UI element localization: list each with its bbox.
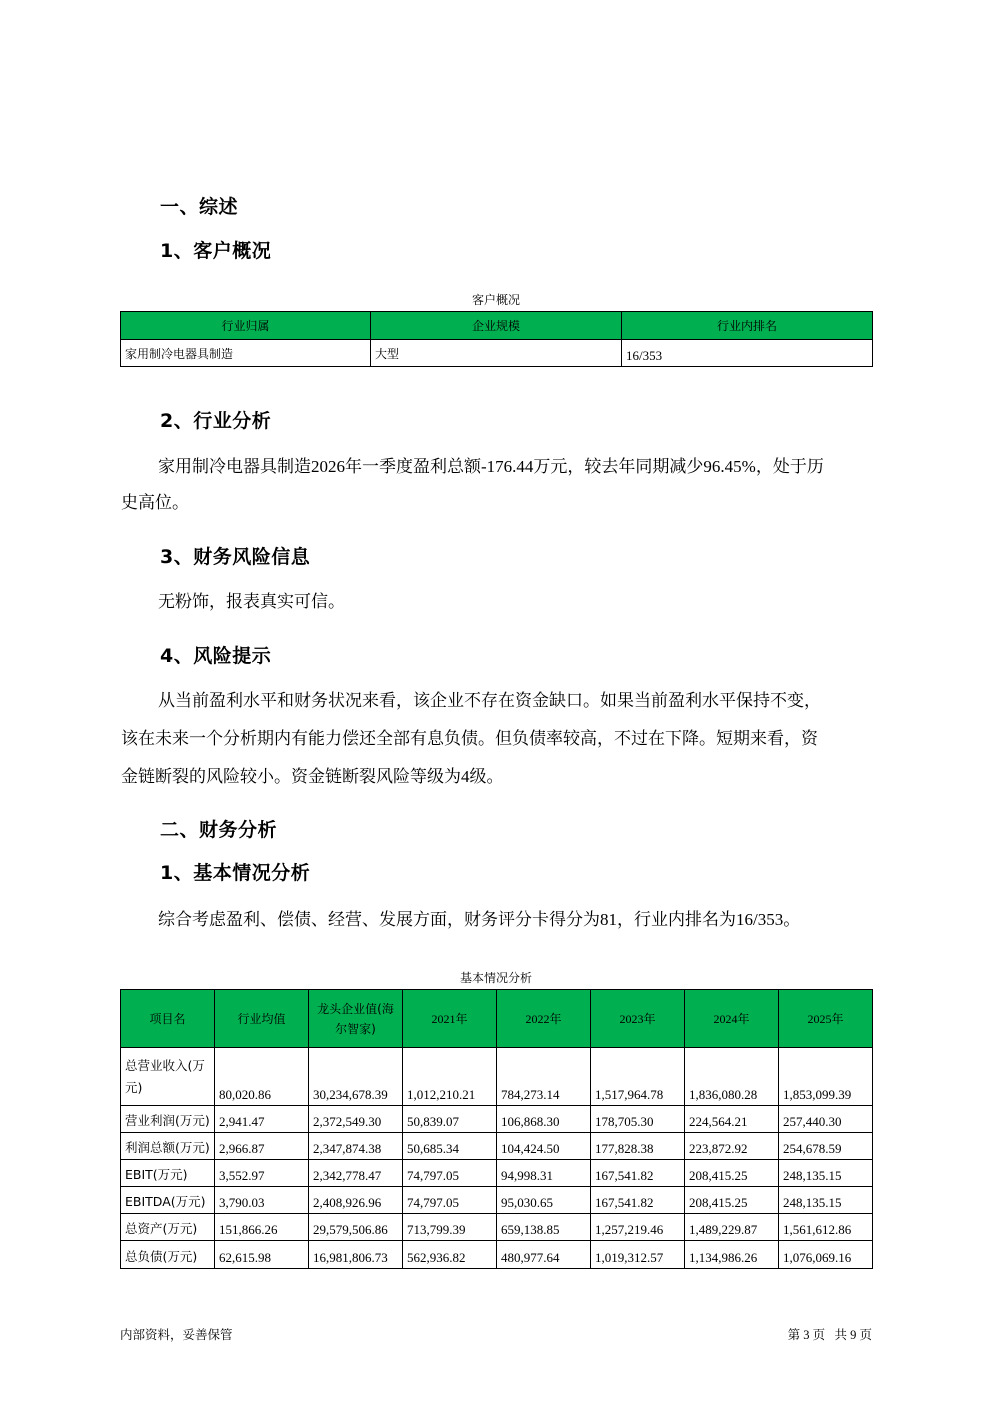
table-caption-basic-analysis: 基本情况分析 bbox=[459, 971, 532, 985]
value-cell: 167,541.82 bbox=[591, 1160, 685, 1187]
value-cell: 30,234,678.39 bbox=[309, 1048, 403, 1106]
subsection-title-customer-overview: 1、客户概况 bbox=[160, 240, 272, 262]
customer-overview-table bbox=[120, 311, 873, 367]
table-cell-rank: 16/353 bbox=[622, 340, 873, 367]
table-header-cell: 2022年 bbox=[497, 990, 591, 1048]
value-cell: 74,797.05 bbox=[403, 1187, 497, 1214]
value-cell: 3,552.97 bbox=[215, 1160, 309, 1187]
row-label-cell: 利润总额(万元) bbox=[121, 1133, 215, 1160]
table-caption-customer-overview: 客户概况 bbox=[471, 293, 520, 307]
industry-analysis-text-line2: 史高位。 bbox=[121, 493, 189, 513]
value-cell: 178,705.30 bbox=[591, 1106, 685, 1133]
value-cell: 784,273.14 bbox=[497, 1048, 591, 1106]
financial-risk-info-text: 无粉饰，报表真实可信。 bbox=[158, 592, 345, 612]
table-row bbox=[121, 1106, 873, 1133]
value-cell: 2,347,874.38 bbox=[309, 1133, 403, 1160]
table-header-cell: 企业规模 bbox=[371, 312, 622, 340]
table-row bbox=[121, 1048, 873, 1106]
value-cell: 104,424.50 bbox=[497, 1133, 591, 1160]
value-cell: 2,408,926.96 bbox=[309, 1187, 403, 1214]
value-cell: 659,138.85 bbox=[497, 1214, 591, 1241]
table-header-cell: 2021年 bbox=[403, 990, 497, 1048]
value-cell: 1,853,099.39 bbox=[779, 1048, 873, 1106]
table-row bbox=[121, 1241, 873, 1269]
subsection-title-risk-tip: 4、风险提示 bbox=[160, 645, 272, 667]
table-header-cell: 龙头企业值(海尔智家) bbox=[309, 990, 403, 1048]
industry-analysis-text-line1: 家用制冷电器具制造2026年一季度盈利总额-176.44万元，较去年同期减少96.45%，处于历 bbox=[158, 457, 824, 476]
value-cell: 50,685.34 bbox=[403, 1133, 497, 1160]
value-cell: 29,579,506.86 bbox=[309, 1214, 403, 1241]
subsection-title-industry-analysis: 2、行业分析 bbox=[160, 410, 272, 432]
value-cell: 1,489,229.87 bbox=[685, 1214, 779, 1241]
value-cell: 208,415.25 bbox=[685, 1187, 779, 1214]
footer-page-number: 第 3 页 共 9 页 bbox=[787, 1328, 872, 1342]
row-label-cell: 总营业收入(万元) bbox=[121, 1048, 215, 1106]
risk-tip-text-line3: 金链断裂的风险较小。资金链断裂风险等级为4级。 bbox=[121, 767, 504, 786]
row-label-cell: EBIT(万元) bbox=[121, 1160, 215, 1187]
value-cell: 224,564.21 bbox=[685, 1106, 779, 1133]
value-cell: 223,872.92 bbox=[685, 1133, 779, 1160]
table-header-cell: 行业均值 bbox=[215, 990, 309, 1048]
value-cell: 177,828.38 bbox=[591, 1133, 685, 1160]
value-cell: 1,561,612.86 bbox=[779, 1214, 873, 1241]
table-cell-industry: 家用制冷电器具制造 bbox=[121, 340, 371, 367]
value-cell: 254,678.59 bbox=[779, 1133, 873, 1160]
row-label-cell: 营业利润(万元) bbox=[121, 1106, 215, 1133]
table-header-cell: 项目名 bbox=[121, 990, 215, 1048]
value-cell: 257,440.30 bbox=[779, 1106, 873, 1133]
section-title-overview: 一、综述 bbox=[160, 196, 239, 218]
table-header-cell: 行业内排名 bbox=[622, 312, 873, 340]
table-header-cell: 行业归属 bbox=[121, 312, 371, 340]
table-header-cell: 2023年 bbox=[591, 990, 685, 1048]
table-row bbox=[121, 1160, 873, 1187]
value-cell: 1,019,312.57 bbox=[591, 1241, 685, 1269]
value-cell: 1,012,210.21 bbox=[403, 1048, 497, 1106]
value-cell: 94,998.31 bbox=[497, 1160, 591, 1187]
value-cell: 248,135.15 bbox=[779, 1187, 873, 1214]
value-cell: 1,517,964.78 bbox=[591, 1048, 685, 1106]
value-cell: 80,020.86 bbox=[215, 1048, 309, 1106]
table-row bbox=[121, 1133, 873, 1160]
value-cell: 1,257,219.46 bbox=[591, 1214, 685, 1241]
table-header-cell: 2024年 bbox=[685, 990, 779, 1048]
subsection-title-financial-risk-info: 3、财务风险信息 bbox=[160, 546, 311, 568]
basic-analysis-table bbox=[120, 989, 873, 1269]
subsection-title-basic-analysis: 1、基本情况分析 bbox=[160, 862, 311, 884]
table-cell-scale: 大型 bbox=[371, 340, 622, 367]
value-cell: 208,415.25 bbox=[685, 1160, 779, 1187]
value-cell: 1,836,080.28 bbox=[685, 1048, 779, 1106]
value-cell: 2,941.47 bbox=[215, 1106, 309, 1133]
row-label-cell: 总资产(万元) bbox=[121, 1214, 215, 1241]
value-cell: 95,030.65 bbox=[497, 1187, 591, 1214]
value-cell: 2,372,549.30 bbox=[309, 1106, 403, 1133]
value-cell: 1,134,986.26 bbox=[685, 1241, 779, 1269]
value-cell: 16,981,806.73 bbox=[309, 1241, 403, 1269]
table-row bbox=[121, 1214, 873, 1241]
row-label-cell: EBITDA(万元) bbox=[121, 1187, 215, 1214]
value-cell: 1,076,069.16 bbox=[779, 1241, 873, 1269]
table-row bbox=[121, 1187, 873, 1214]
footer-confidential-note: 内部资料，妥善保管 bbox=[120, 1327, 233, 1342]
value-cell: 2,342,778.47 bbox=[309, 1160, 403, 1187]
value-cell: 480,977.64 bbox=[497, 1241, 591, 1269]
value-cell: 248,135.15 bbox=[779, 1160, 873, 1187]
value-cell: 713,799.39 bbox=[403, 1214, 497, 1241]
value-cell: 3,790.03 bbox=[215, 1187, 309, 1214]
value-cell: 62,615.98 bbox=[215, 1241, 309, 1269]
row-label-cell: 总负债(万元) bbox=[121, 1241, 215, 1269]
basic-analysis-summary-text: 综合考虑盈利、偿债、经营、发展方面，财务评分卡得分为81，行业内排名为16/353。 bbox=[158, 910, 801, 929]
value-cell: 74,797.05 bbox=[403, 1160, 497, 1187]
value-cell: 151,866.26 bbox=[215, 1214, 309, 1241]
value-cell: 50,839.07 bbox=[403, 1106, 497, 1133]
value-cell: 106,868.30 bbox=[497, 1106, 591, 1133]
risk-tip-text-line1: 从当前盈利水平和财务状况来看，该企业不存在资金缺口。如果当前盈利水平保持不变， bbox=[158, 691, 821, 711]
value-cell: 2,966.87 bbox=[215, 1133, 309, 1160]
value-cell: 562,936.82 bbox=[403, 1241, 497, 1269]
table-header-cell: 2025年 bbox=[779, 990, 873, 1048]
section-title-financial-analysis: 二、财务分析 bbox=[160, 819, 278, 841]
value-cell: 167,541.82 bbox=[591, 1187, 685, 1214]
risk-tip-text-line2: 该在未来一个分析期内有能力偿还全部有息负债。但负债率较高，不过在下降。短期来看，资 bbox=[121, 729, 818, 749]
